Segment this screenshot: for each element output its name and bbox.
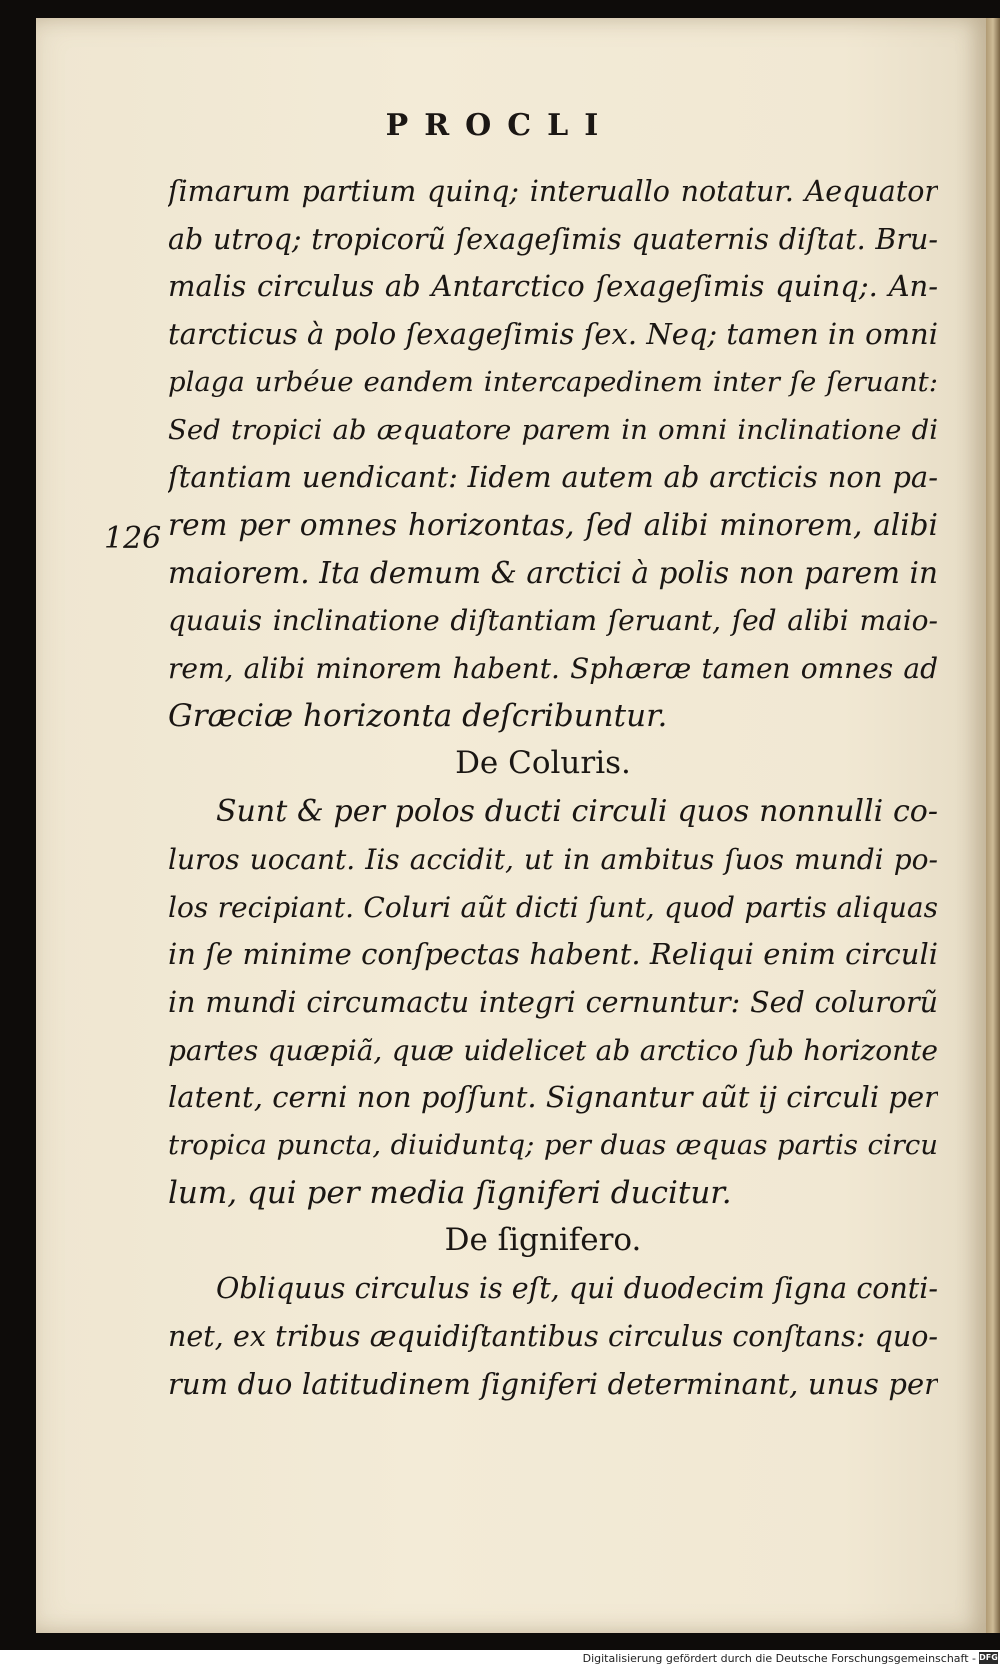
text-line: plaga urbéue eandem intercapedinem inter ſe ſeruant: <box>168 365 938 398</box>
text-line: luros uocant. Iis accidit, ut in ambitus ſuos mundi po- <box>168 842 938 876</box>
text-line: malis circulus ab Antarctico ſexageſimis quinq;. An- <box>168 269 938 304</box>
digitization-footer <box>0 1650 1000 1667</box>
text-line: latent, cerni non poſſunt. Signantur aũt ij circuli per <box>168 1080 938 1115</box>
text-line: los recipiant. Coluri aũt dicti ſunt, quod partis aliquas <box>168 890 938 924</box>
text-line-last: Græciæ horizonta deſcribuntur. <box>168 697 668 734</box>
text-line: quauis inclinatione diſtantiam ſeruant, ſed alibi maio- <box>168 604 938 638</box>
text-line: ſimarum partium quinq; interuallo notatur. Aequator <box>168 175 938 208</box>
page-edge <box>986 18 1000 1633</box>
text-line: ſtantiam uendicant: Iidem autem ab arcticis non pa- <box>168 460 938 495</box>
body-text <box>168 168 938 1408</box>
text-line: Sunt & per polos ducti circuli quos nonnulli co- <box>216 794 938 830</box>
text-line: tarcticus à polo ſexageſimis ſex. Neq; tamen in omni <box>168 317 938 352</box>
margin-page-number: 126 <box>104 521 162 556</box>
text-line: rum duo latitudinem ſigniferi determinant, unus per <box>168 1366 938 1401</box>
text-line: in mundi circumactu integri cernuntur: Sed colurorũ <box>168 985 938 1019</box>
text-line: ab utroq; tropicorũ ſexageſimis quaternis diſtat. Bru- <box>168 222 938 256</box>
text-line: rem, alibi minorem habent. Sphæræ tamen omnes ad <box>168 652 938 686</box>
dfg-logo-icon: DFG <box>979 1653 998 1662</box>
text-line: maiorem. Ita demum & arctici à polis non parem in <box>168 555 938 590</box>
text-line: in ſe minime conſpectas habent. Reliqui enim circuli <box>168 937 938 972</box>
section-heading-signifero: De ſignifero. <box>444 1222 642 1259</box>
text-line: Sed tropici ab æquatore parem in omni inclinatione di <box>168 413 938 446</box>
text-line: rem per omnes horizontas, ſed alibi minorem, alibi <box>168 507 938 542</box>
funding-credit: Digitalisierung gefördert durch die Deutsche Forschungsgemeinschaft - <box>582 1652 976 1665</box>
text-line: partes quæpiã, quæ uidelicet ab arctico ſub horizonte <box>168 1033 938 1067</box>
section-heading-coluris: De Coluris. <box>455 745 631 782</box>
text-line-last: lum, qui per media ſigniferi ducitur. <box>168 1174 732 1211</box>
text-line: net, ex tribus æquidiſtantibus circulus conſtans: quo- <box>168 1319 938 1353</box>
text-line: Obliquus circulus is eſt, qui duodecim ſigna conti- <box>216 1272 938 1306</box>
running-head: PROCLI <box>385 108 615 143</box>
text-line: tropica puncta, diuiduntq; per duas æquas partis circu <box>168 1129 938 1162</box>
